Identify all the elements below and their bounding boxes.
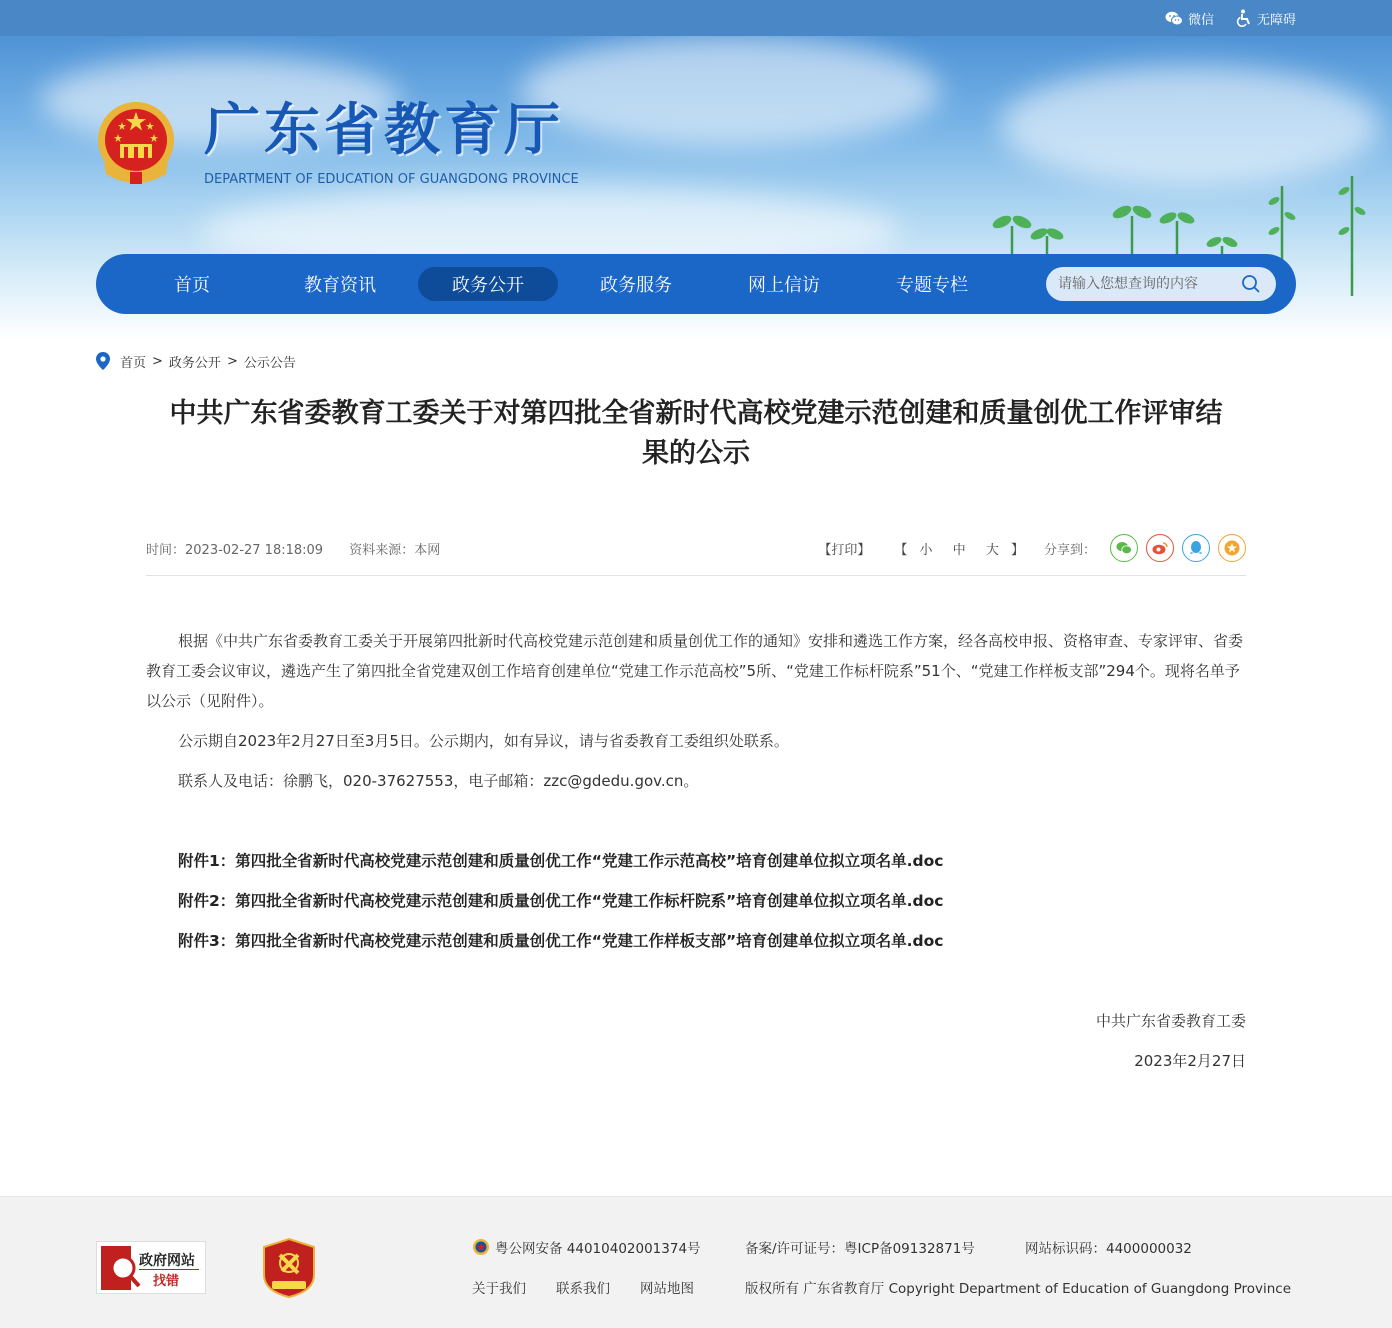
article-paragraph: 联系人及电话：徐鹏飞，020-37627553，电子邮箱：zzc@gdedu.gov.cn。 xyxy=(178,772,699,790)
nav-item-home[interactable]: 首页 xyxy=(174,275,210,296)
breadcrumb-section[interactable]: 政务公开 xyxy=(168,355,221,371)
attachment-link-1[interactable]: 附件1：第四批全省新时代高校党建示范创建和质量创优工作“党建工作示范高校”培育创建单位拟立项名单.doc xyxy=(178,852,944,870)
size-bracket-open: 【 xyxy=(894,542,908,558)
nav-item-topics[interactable]: 专题专栏 xyxy=(896,275,968,296)
police-badge-icon xyxy=(472,1238,490,1256)
article-title-line2: 果的公示 xyxy=(642,438,750,469)
footer-police-record xyxy=(472,1237,701,1257)
location-pin-icon xyxy=(96,352,110,370)
badge-title: 政府网站 xyxy=(139,1253,195,1269)
footer xyxy=(0,1196,1392,1328)
font-size-large-button[interactable]: 大 xyxy=(985,542,999,558)
source: 资料来源：本网 xyxy=(349,542,441,558)
magnifier-badge-icon xyxy=(101,1246,141,1292)
attachment-link-3[interactable]: 附件3：第四批全省新时代高校党建示范创建和质量创优工作“党建工作样板支部”培育创建单位拟立项名单.doc xyxy=(178,932,944,950)
breadcrumb xyxy=(96,351,296,371)
site-id-text: 网站标识码：4400000032 xyxy=(1025,1241,1192,1257)
police-record-text[interactable]: 粤公网安备 44010402001374号 xyxy=(495,1241,701,1257)
signature-date: 2023年2月27日 xyxy=(1134,1052,1246,1070)
search-input[interactable] xyxy=(1046,276,1236,292)
search-box xyxy=(1046,267,1276,301)
search-button[interactable] xyxy=(1236,269,1266,299)
breadcrumb-separator: > xyxy=(152,353,163,369)
font-size-small-button[interactable]: 小 xyxy=(919,542,933,558)
star-icon xyxy=(1224,540,1240,556)
share-qq-button[interactable] xyxy=(1182,534,1210,562)
accessibility-link[interactable] xyxy=(1236,9,1296,28)
print-button[interactable]: 【打印】 xyxy=(818,542,871,558)
share-favorite-button[interactable] xyxy=(1218,534,1246,562)
attachment-link-2[interactable]: 附件2：第四批全省新时代高校党建示范创建和质量创优工作“党建工作标杆院系”培育创建单位拟立项名单.doc xyxy=(178,892,944,910)
national-emblem-icon xyxy=(96,100,176,186)
badge-subtitle: 找错 xyxy=(153,1274,180,1289)
nav-item-gov-affairs[interactable]: 政务公开 xyxy=(418,267,558,301)
font-size-medium-button[interactable]: 中 xyxy=(952,542,966,558)
copyright-text: 版权所有 广东省教育厅 Copyright Department of Education of Guangdong Province xyxy=(745,1281,1292,1297)
wechat-link[interactable] xyxy=(1165,9,1214,28)
gov-site-error-report-badge[interactable] xyxy=(96,1241,206,1294)
wechat-icon xyxy=(1116,541,1132,555)
nav-item-services[interactable]: 政务服务 xyxy=(600,275,672,296)
icp-text[interactable]: 备案/许可证号：粤ICP备09132871号 xyxy=(745,1241,975,1257)
breadcrumb-current[interactable]: 公示公告 xyxy=(243,355,296,371)
main-nav xyxy=(96,254,1296,314)
site-title: 广东省教育厅 xyxy=(204,98,564,163)
nav-item-news[interactable]: 教育资讯 xyxy=(304,275,376,296)
wechat-icon xyxy=(1165,11,1183,26)
article-title-line1: 中共广东省委教育工委关于对第四批全省新时代高校党建示范创建和质量创优工作评审结 xyxy=(169,398,1223,429)
weibo-icon xyxy=(1152,541,1168,555)
party-organ-badge-icon[interactable] xyxy=(262,1237,316,1299)
site-subtitle: DEPARTMENT OF EDUCATION OF GUANGDONG PROVINCE xyxy=(204,172,579,187)
share-label: 分享到： xyxy=(1043,542,1096,558)
footer-icp xyxy=(745,1237,975,1257)
nav-item-petition[interactable]: 网上信访 xyxy=(748,275,820,296)
footer-site-id xyxy=(1025,1237,1192,1257)
size-bracket-close: 】 xyxy=(1010,542,1024,558)
article-body xyxy=(146,626,1246,806)
contact-link[interactable]: 联系我们 xyxy=(556,1281,610,1297)
footer-copyright xyxy=(745,1277,1291,1297)
share-weibo-button[interactable] xyxy=(1146,534,1174,562)
sitemap-link[interactable]: 网站地图 xyxy=(640,1281,694,1297)
article-paragraph: 根据《中共广东省委教育工委关于开展第四批新时代高校党建示范创建和质量创优工作的通知》安排和遴选工作方案，经各高校申报、资格审查、专家评审、省委教育工委会议审议，遴选产生了第四批全省党建双创工作培育创建单位“党建工作示范高校”5所、“党建工作标杆院系”51个、“党建工作样板支部”294个。现将名单予以公示（见附件）。 xyxy=(146,632,1244,710)
wechat-label: 微信 xyxy=(1187,12,1214,28)
font-size-controls xyxy=(894,539,1024,558)
breadcrumb-home[interactable]: 首页 xyxy=(120,355,147,371)
signature-org: 中共广东省委教育工委 xyxy=(1095,1012,1246,1030)
article-title xyxy=(146,394,1246,474)
qq-icon xyxy=(1189,540,1203,556)
breadcrumb-separator: > xyxy=(226,353,238,369)
accessibility-label: 无障碍 xyxy=(1256,12,1296,28)
footer-links xyxy=(472,1277,694,1297)
meta-divider xyxy=(146,575,1246,576)
share-wechat-button[interactable] xyxy=(1110,534,1138,562)
article-meta xyxy=(146,528,1246,568)
article-paragraph: 公示期自2023年2月27日至3月5日。公示期内，如有异议，请与省委教育工委组织处联系。 xyxy=(178,732,789,750)
top-bar xyxy=(0,0,1392,36)
accessibility-icon xyxy=(1236,9,1252,27)
publish-time: 时间：2023-02-27 18:18:09 xyxy=(146,542,324,558)
about-link[interactable]: 关于我们 xyxy=(472,1281,526,1297)
search-icon xyxy=(1241,274,1261,294)
